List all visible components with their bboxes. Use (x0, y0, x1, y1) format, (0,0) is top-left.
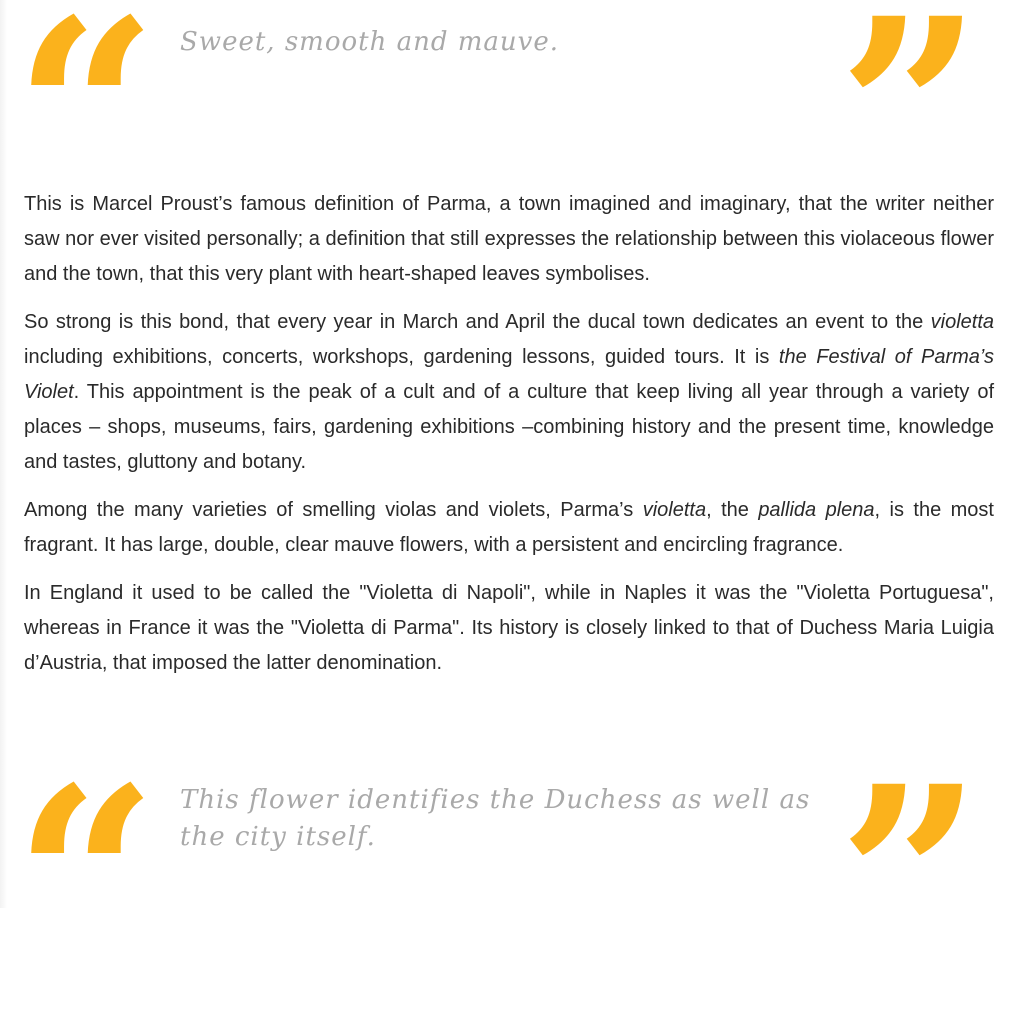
open-quote-icon: “ (14, 0, 158, 258)
close-quote-icon: ” (838, 731, 982, 1025)
paragraph-history: In England it used to be called the "Violetta di Napoli", while in Naples it was the "Violetta Portuguesa", whereas in France it was the "Violetta di Parma". Its history is closely linked to that of Duchess Maria Luigia d’Austria, that imposed the latter denomination. (24, 582, 994, 674)
paragraph-festival: So strong is this bond, that every year in March and April the ducal town dedicates an event to the violetta including exhibitions, concerts, workshops, gardening lessons, guided tours. It is the Festival of Parma’s Violet. This appointment is the peak of a cult and of a culture that keep living all year through a variety of places – shops, museums, fairs, gardening exhibitions –combining history and the present time, knowledge and tastes, gluttony and botany. (24, 311, 994, 473)
open-quote-icon: “ (14, 732, 158, 1026)
pull-quote-text: Sweet, smooth and mauve. (180, 27, 559, 57)
pull-quote-bottom (0, 731, 1023, 1026)
pull-quote-text: This flower identifies the Duchess as well as the city itself. (180, 785, 811, 852)
article-body (24, 187, 994, 694)
close-quote-icon: ” (838, 0, 982, 257)
paragraph-varieties: Among the many varieties of smelling violas and violets, Parma’s violetta, the pallida plena, is the most fragrant. It has large, double, clear mauve flowers, with a persistent and encircling fragrance. (24, 499, 994, 556)
paragraph-proust-definition: This is Marcel Proust’s famous definition of Parma, a town imagined and imaginary, that the writer neither saw nor ever visited personally; a definition that still expresses the relationship between this violaceous flower and the town, that this very plant with heart-shaped leaves symbolises. (24, 193, 994, 285)
